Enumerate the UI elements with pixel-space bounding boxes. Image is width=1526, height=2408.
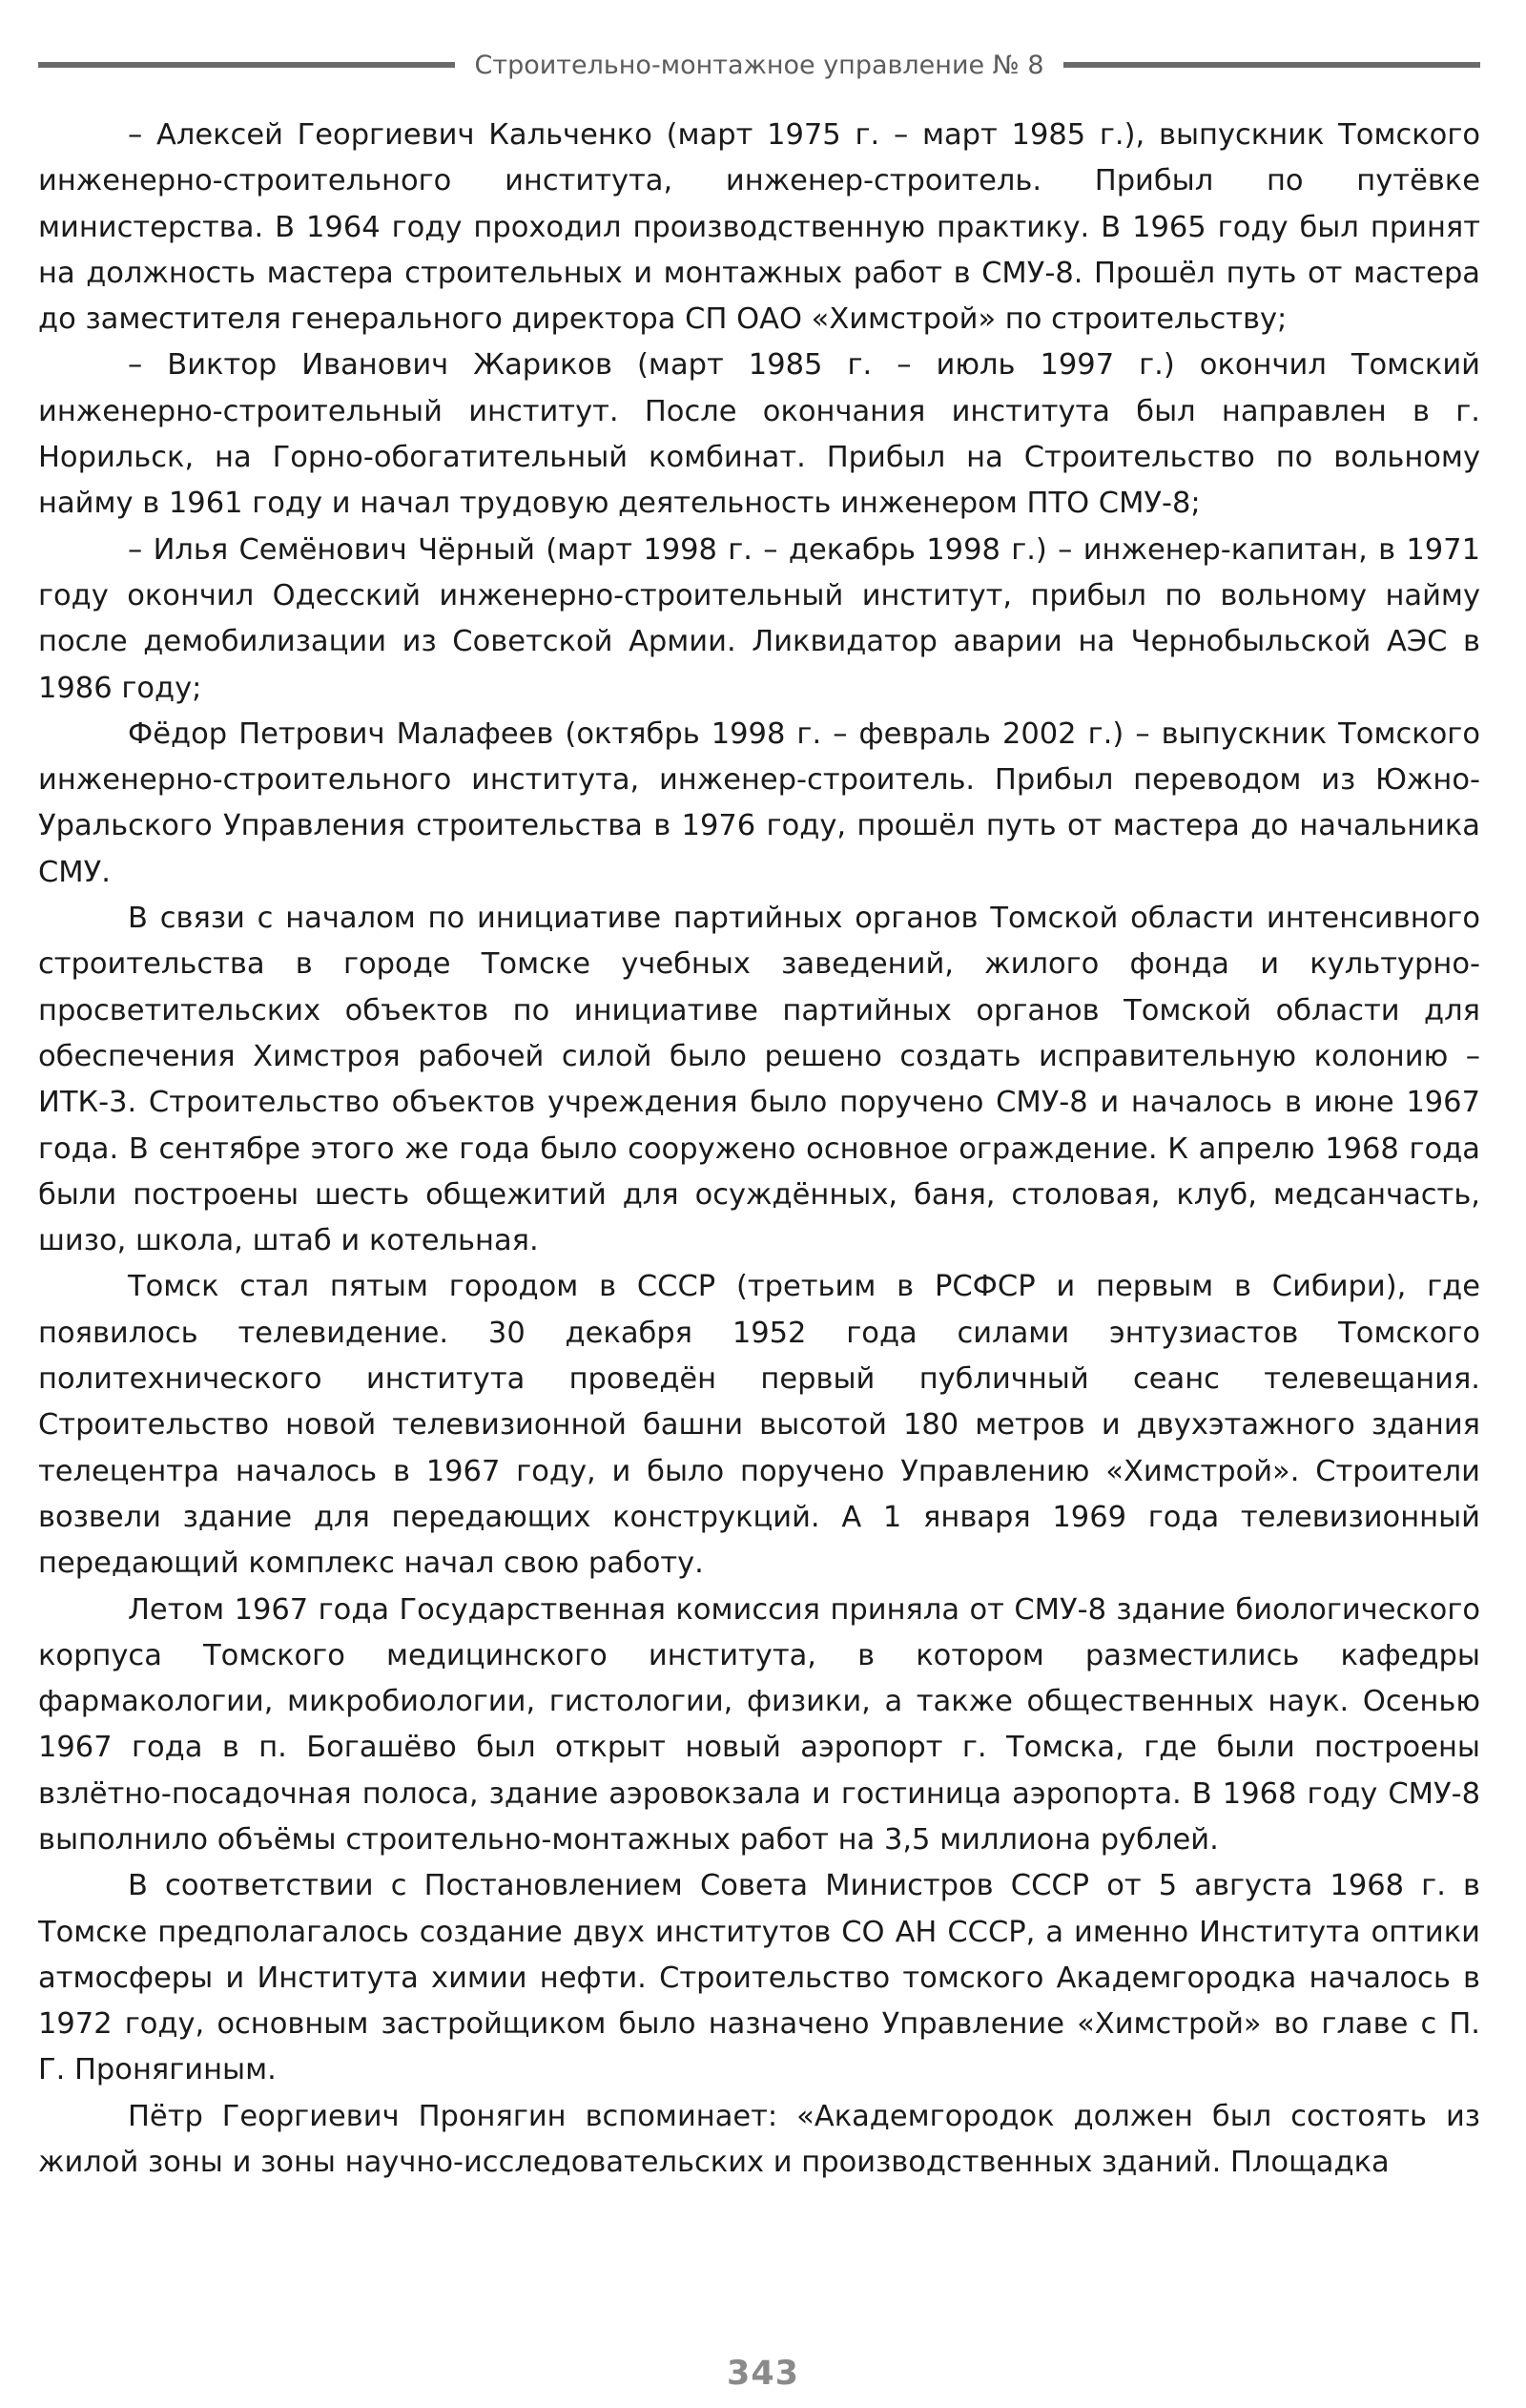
paragraph-television: Томск стал пятым городом в СССР (третьим в РСФСР и первым в Сибири), где появилось телевидение. 30 декабря 1952 года силами энтузиастов Томского политехнического института проведён первый публичный сеанс телевещания. Строительство новой телевизионной башни высотой 180 метров и двухэтажного здания телецентра началось в 1967 году, и было поручено Управлению «Химстрой». Строители возвели здание для передающих конструкций. А 1 января 1969 года телевизионный передающий комплекс начал свою работу.: [38, 1270, 1480, 1581]
paragraph-zharikov: – Виктор Иванович Жариков (март 1985 г. – июль 1997 г.) окончил Томский инженерно-строительный институт. После окончания института был направлен в г. Норильск, на Горно-обогатительный комбинат. Прибыл на Строительство по вольному найму в 1961 году и начал трудовую деятельность инженером ПТО СМУ-8;: [38, 348, 1480, 521]
paragraph-akademgorodok: В соответствии с Постановлением Совета Министров СССР от 5 августа 1968 г. в Томске предполагалось создание двух институтов СО АН СССР, а именно Института оптики атмосферы и Института химии нефти. Строительство томского Академгородка началось в 1972 году, основным застройщиком было назначено Управление «Химстрой» во главе с П. Г. Пронягиным.: [38, 1869, 1480, 2087]
paragraph-kalchenko: – Алексей Георгиевич Кальченко (март 1975 г. – март 1985 г.), выпускник Томского инженерно-строительного института, инженер-строитель. Прибыл по путёвке министерства. В 1964 году проходил производственную практику. В 1965 году был принят на должность мастера строительных и монтажных работ в СМУ-8. Прошёл путь от мастера до заместителя генерального директора СП ОАО «Химстрой» по строительству;: [38, 118, 1480, 337]
page-body: [38, 113, 1480, 2297]
paragraph-cherny: – Илья Семёнович Чёрный (март 1998 г. – декабрь 1998 г.) – инженер-капитан, в 1971 году окончил Одесский инженерно-строительный институт, прибыл по вольному найму после демобилизации из Советской Армии. Ликвидатор аварии на Чернобыльской АЭС в 1986 году;: [38, 532, 1480, 705]
running-header: [38, 44, 1480, 86]
header-rule-left: [38, 62, 455, 68]
paragraph-1967-works: Летом 1967 года Государственная комиссия приняла от СМУ-8 здание биологического корпуса Томского медицинского института, в котором разместились кафедры фармакологии, микробиологии, гистологии, физики, а также общественных наук. Осенью 1967 года в п. Богашёво был открыт новый аэропорт г. Томска, где были построены взлётно-посадочная полоса, здание аэровокзала и гостиница аэропорта. В 1968 году СМУ-8 выполнило объёмы строительно-монтажных работ на 3,5 миллиона рублей.: [38, 1592, 1480, 1857]
page-number: 343: [726, 2355, 800, 2393]
paragraph-pronyagin-quote: Пётр Георгиевич Пронягин вспоминает: «Академгородок должен был состоять из жилой зоны и зоны научно-исследовательских и производственных зданий. Площадка: [38, 2099, 1480, 2180]
paragraph-malafeev: Фёдор Петрович Малафеев (октябрь 1998 г. – февраль 2002 г.) – выпускник Томского инженерно-строительного института, инженер-строитель. Прибыл переводом из Южно-Уральского Управления строительства в 1976 году, прошёл путь от мастера до начальника СМУ.: [38, 716, 1480, 889]
paragraph-itk3: В связи с началом по инициативе партийных органов Томской области интенсивного строительства в городе Томске учебных заведений, жилого фонда и культурно-просветительских объектов по инициативе партийных органов Томской области для обеспечения Химстроя рабочей силой было решено создать исправительную колонию – ИТК-3. Строительство объектов учреждения было поручено СМУ-8 и началось в июне 1967 года. В сентябре этого же года было сооружено основное ограждение. К апрелю 1968 года были построены шесть общежитий для осуждённых, баня, столовая, клуб, медсанчасть, шизо, школа, штаб и котельная.: [38, 902, 1480, 1258]
running-header-title: Строительно-монтажное управление № 8: [474, 50, 1044, 80]
header-rule-right: [1063, 62, 1480, 68]
